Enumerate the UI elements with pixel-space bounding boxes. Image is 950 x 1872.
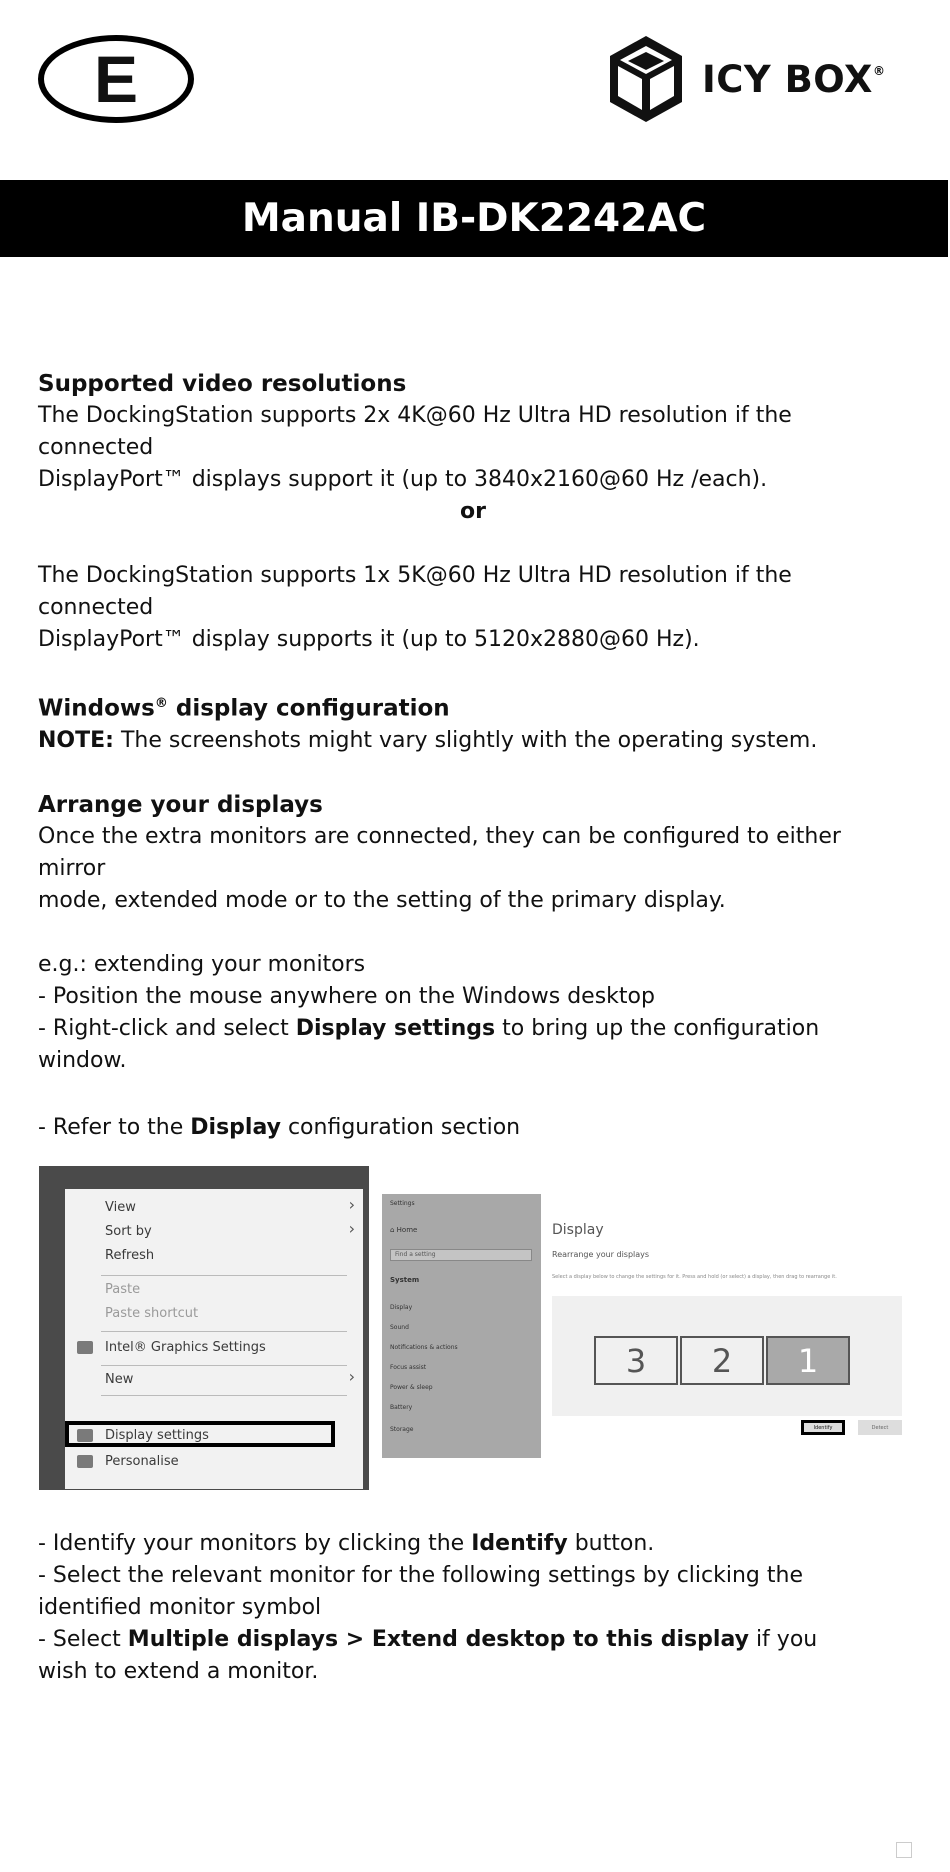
language-badge: E [38, 35, 194, 123]
video-line-2: DisplayPort™ displays support it (up to 3840x2160@60 Hz /each). [38, 467, 768, 492]
cube-logo-icon [606, 34, 686, 124]
menu-item-display-settings[interactable]: Display settings [105, 1428, 209, 1443]
highlight-box [65, 1421, 335, 1447]
menu-item-refresh[interactable]: Refresh [105, 1248, 155, 1263]
home-icon: ⌂ [390, 1226, 397, 1234]
video-line-1: The DockingStation supports 2x 4K@60 Hz Ultra HD resolution if the connected [38, 403, 792, 460]
chevron-right-icon: › [348, 1195, 355, 1214]
chevron-right-icon: › [348, 1367, 355, 1386]
menu-divider [101, 1365, 347, 1366]
menu-item-view[interactable]: View [105, 1200, 136, 1215]
note-line: NOTE: The screenshots might vary slightly with the operating system. [38, 727, 818, 753]
video-line-4: DisplayPort™ display supports it (up to 5120x2880@60 Hz). [38, 627, 700, 652]
intel-graphics-icon [77, 1341, 93, 1354]
instruction-extend: - Select Multiple displays > Extend desktop to this display if you [38, 1627, 818, 1652]
menu-item-paste: Paste [105, 1282, 141, 1297]
step-2-cont: window. [38, 1047, 127, 1073]
identify-button[interactable]: Identify [801, 1420, 845, 1435]
menu-item-new[interactable]: New [105, 1372, 134, 1387]
video-heading: Supported video resolutions [38, 371, 407, 397]
arrange-line-2: mode, extended mode or to the setting of the primary display. [38, 887, 726, 913]
menu-item-paste-shortcut: Paste shortcut [105, 1306, 199, 1321]
instruction-select-monitor: - Select the relevant monitor for the following settings by clicking the [38, 1563, 803, 1588]
video-line-3: The DockingStation supports 1x 5K@60 Hz Ultra HD resolution if the connected [38, 563, 792, 620]
sidebar-item-notifications[interactable]: Notifications & actions [390, 1344, 458, 1351]
context-menu [65, 1189, 363, 1489]
example-line: e.g.: extending your monitors [38, 951, 366, 977]
arrange-line-1: Once the extra monitors are connected, they can be configured to either mirror [38, 823, 841, 881]
sidebar-item-home[interactable]: ⌂ Home [390, 1226, 418, 1234]
sidebar-item-display[interactable]: Display [390, 1304, 413, 1311]
menu-divider [101, 1395, 347, 1396]
menu-item-sort-by[interactable]: Sort by [105, 1224, 152, 1239]
windows-heading: Windows® display configuration [38, 695, 450, 722]
context-menu-screenshot [39, 1166, 369, 1490]
menu-item-intel-graphics[interactable]: Intel® Graphics Settings [105, 1340, 266, 1355]
main-content [38, 368, 908, 1077]
personalise-icon [77, 1455, 93, 1468]
or-separator: or [460, 499, 486, 524]
title-bar [0, 180, 948, 257]
sidebar-item-sound[interactable]: Sound [390, 1324, 409, 1331]
display-settings-screenshot [546, 1218, 906, 1444]
brand-logo [606, 34, 885, 124]
display-panel-subtitle: Rearrange your displays [552, 1250, 650, 1259]
step-1: - Position the mouse anywhere on the Windows desktop [38, 983, 655, 1009]
sidebar-section-system: System [390, 1276, 420, 1284]
display-panel-description: Select a display below to change the settings for it. Press and hold (or select) a display, then drag to rearrange it. [552, 1274, 837, 1280]
chevron-right-icon: › [348, 1219, 355, 1238]
sidebar-item-power-sleep[interactable]: Power & sleep [390, 1384, 433, 1391]
brand-name: ICY BOX® [702, 57, 886, 101]
settings-sidebar-screenshot [382, 1194, 541, 1458]
manual-title: Manual IB-DK2242AC [241, 196, 707, 241]
bottom-instructions [38, 1528, 908, 1688]
refer-line: - Refer to the Display configuration section [38, 1115, 521, 1140]
arrange-heading: Arrange your displays [38, 791, 323, 818]
sidebar-item-storage[interactable]: Storage [390, 1426, 414, 1433]
sidebar-item-battery[interactable]: Battery [390, 1404, 413, 1411]
step-2: - Right-click and select Display settings to bring up the configuration [38, 1015, 820, 1041]
display-panel-title: Display [552, 1222, 604, 1238]
monitor-arrangement-area [552, 1296, 902, 1416]
monitor-2[interactable]: 2 [680, 1336, 764, 1385]
settings-search-input[interactable]: Find a setting [390, 1249, 532, 1261]
menu-divider [101, 1331, 347, 1332]
monitor-1[interactable]: 1 [766, 1336, 850, 1385]
page-corner-mark [896, 1842, 912, 1858]
instruction-identify: - Identify your monitors by clicking the Identify button. [38, 1531, 655, 1556]
instruction-select-monitor-cont: identified monitor symbol [38, 1595, 322, 1620]
detect-button[interactable]: Detect [858, 1420, 902, 1435]
menu-divider [101, 1275, 347, 1276]
sidebar-item-focus-assist[interactable]: Focus assist [390, 1364, 427, 1371]
settings-title: Settings [390, 1200, 415, 1207]
menu-item-personalise[interactable]: Personalise [105, 1454, 179, 1469]
instruction-extend-cont: wish to extend a monitor. [38, 1659, 319, 1684]
monitor-3[interactable]: 3 [594, 1336, 678, 1385]
